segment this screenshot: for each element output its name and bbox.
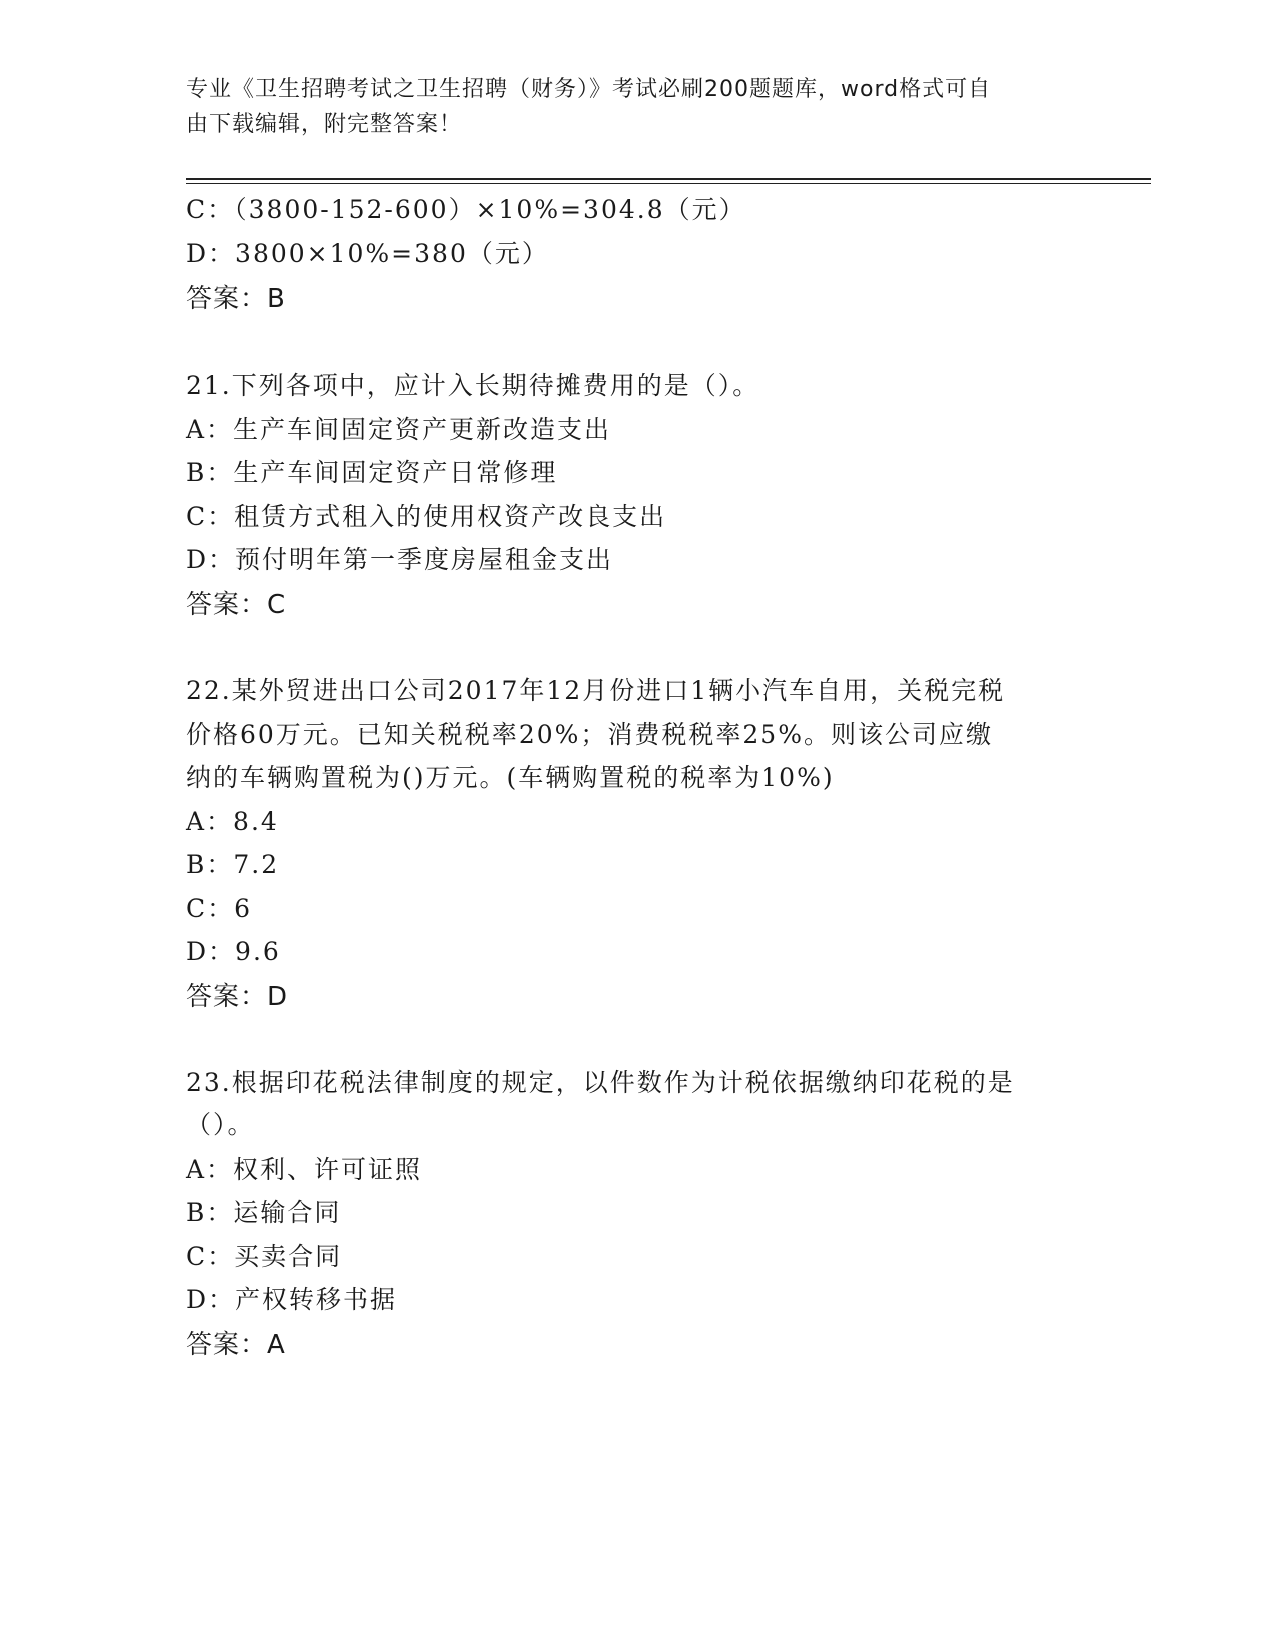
q23-option-b: B：运输合同 [186, 1198, 342, 1227]
prev-answer: 答案：B [186, 284, 286, 314]
q22-option-b: B：7.2 [186, 850, 280, 879]
q23-answer: 答案：A [186, 1330, 286, 1360]
header-divider-thin [186, 183, 1151, 184]
header-divider-thick [186, 178, 1151, 180]
q23-option-d: D：产权转移书据 [186, 1285, 398, 1314]
q21-stem: 21.下列各项中，应计入长期待摊费用的是（）。 [186, 371, 760, 400]
prev-option-d: D：3800×10%=380（元） [186, 239, 549, 268]
q22-answer: 答案：D [186, 982, 289, 1012]
header-line-2: 由下载编辑，附完整答案！ [186, 112, 463, 137]
q23-stem-line-1: 23.根据印花税法律制度的规定，以件数作为计税依据缴纳印花税的是 [186, 1068, 1015, 1097]
q21-option-d: D：预付明年第一季度房屋租金支出 [186, 545, 614, 574]
q21-option-b: B：生产车间固定资产日常修理 [186, 458, 558, 487]
q21-option-a: A：生产车间固定资产更新改造支出 [186, 415, 612, 444]
document-header [186, 72, 1066, 142]
q22-option-d: D：9.6 [186, 937, 281, 966]
header-line-1: 专业《卫生招聘考试之卫生招聘（财务）》考试必刷200题题库，word格式可自 [186, 77, 992, 102]
q22-stem-line-2: 价格60万元。已知关税税率20%；消费税税率25%。则该公司应缴 [186, 720, 993, 749]
q21-option-c: C：租赁方式租入的使用权资产改良支出 [186, 502, 667, 531]
q21-answer: 答案：C [186, 590, 287, 620]
prev-option-c: C：（3800-152-600）×10%=304.8（元） [186, 195, 746, 224]
q23-option-a: A：权利、许可证照 [186, 1155, 423, 1184]
q23-stem-line-2: （）。 [186, 1110, 255, 1139]
q22-option-a: A：8.4 [186, 807, 279, 836]
q22-option-c: C：6 [186, 894, 253, 923]
q22-stem-line-3: 纳的车辆购置税为()万元。(车辆购置税的税率为10%) [186, 763, 835, 792]
q22-stem-line-1: 22.某外贸进出口公司2017年12月份进口1辆小汽车自用，关税完税 [186, 676, 1006, 705]
q23-option-c: C：买卖合同 [186, 1242, 343, 1271]
